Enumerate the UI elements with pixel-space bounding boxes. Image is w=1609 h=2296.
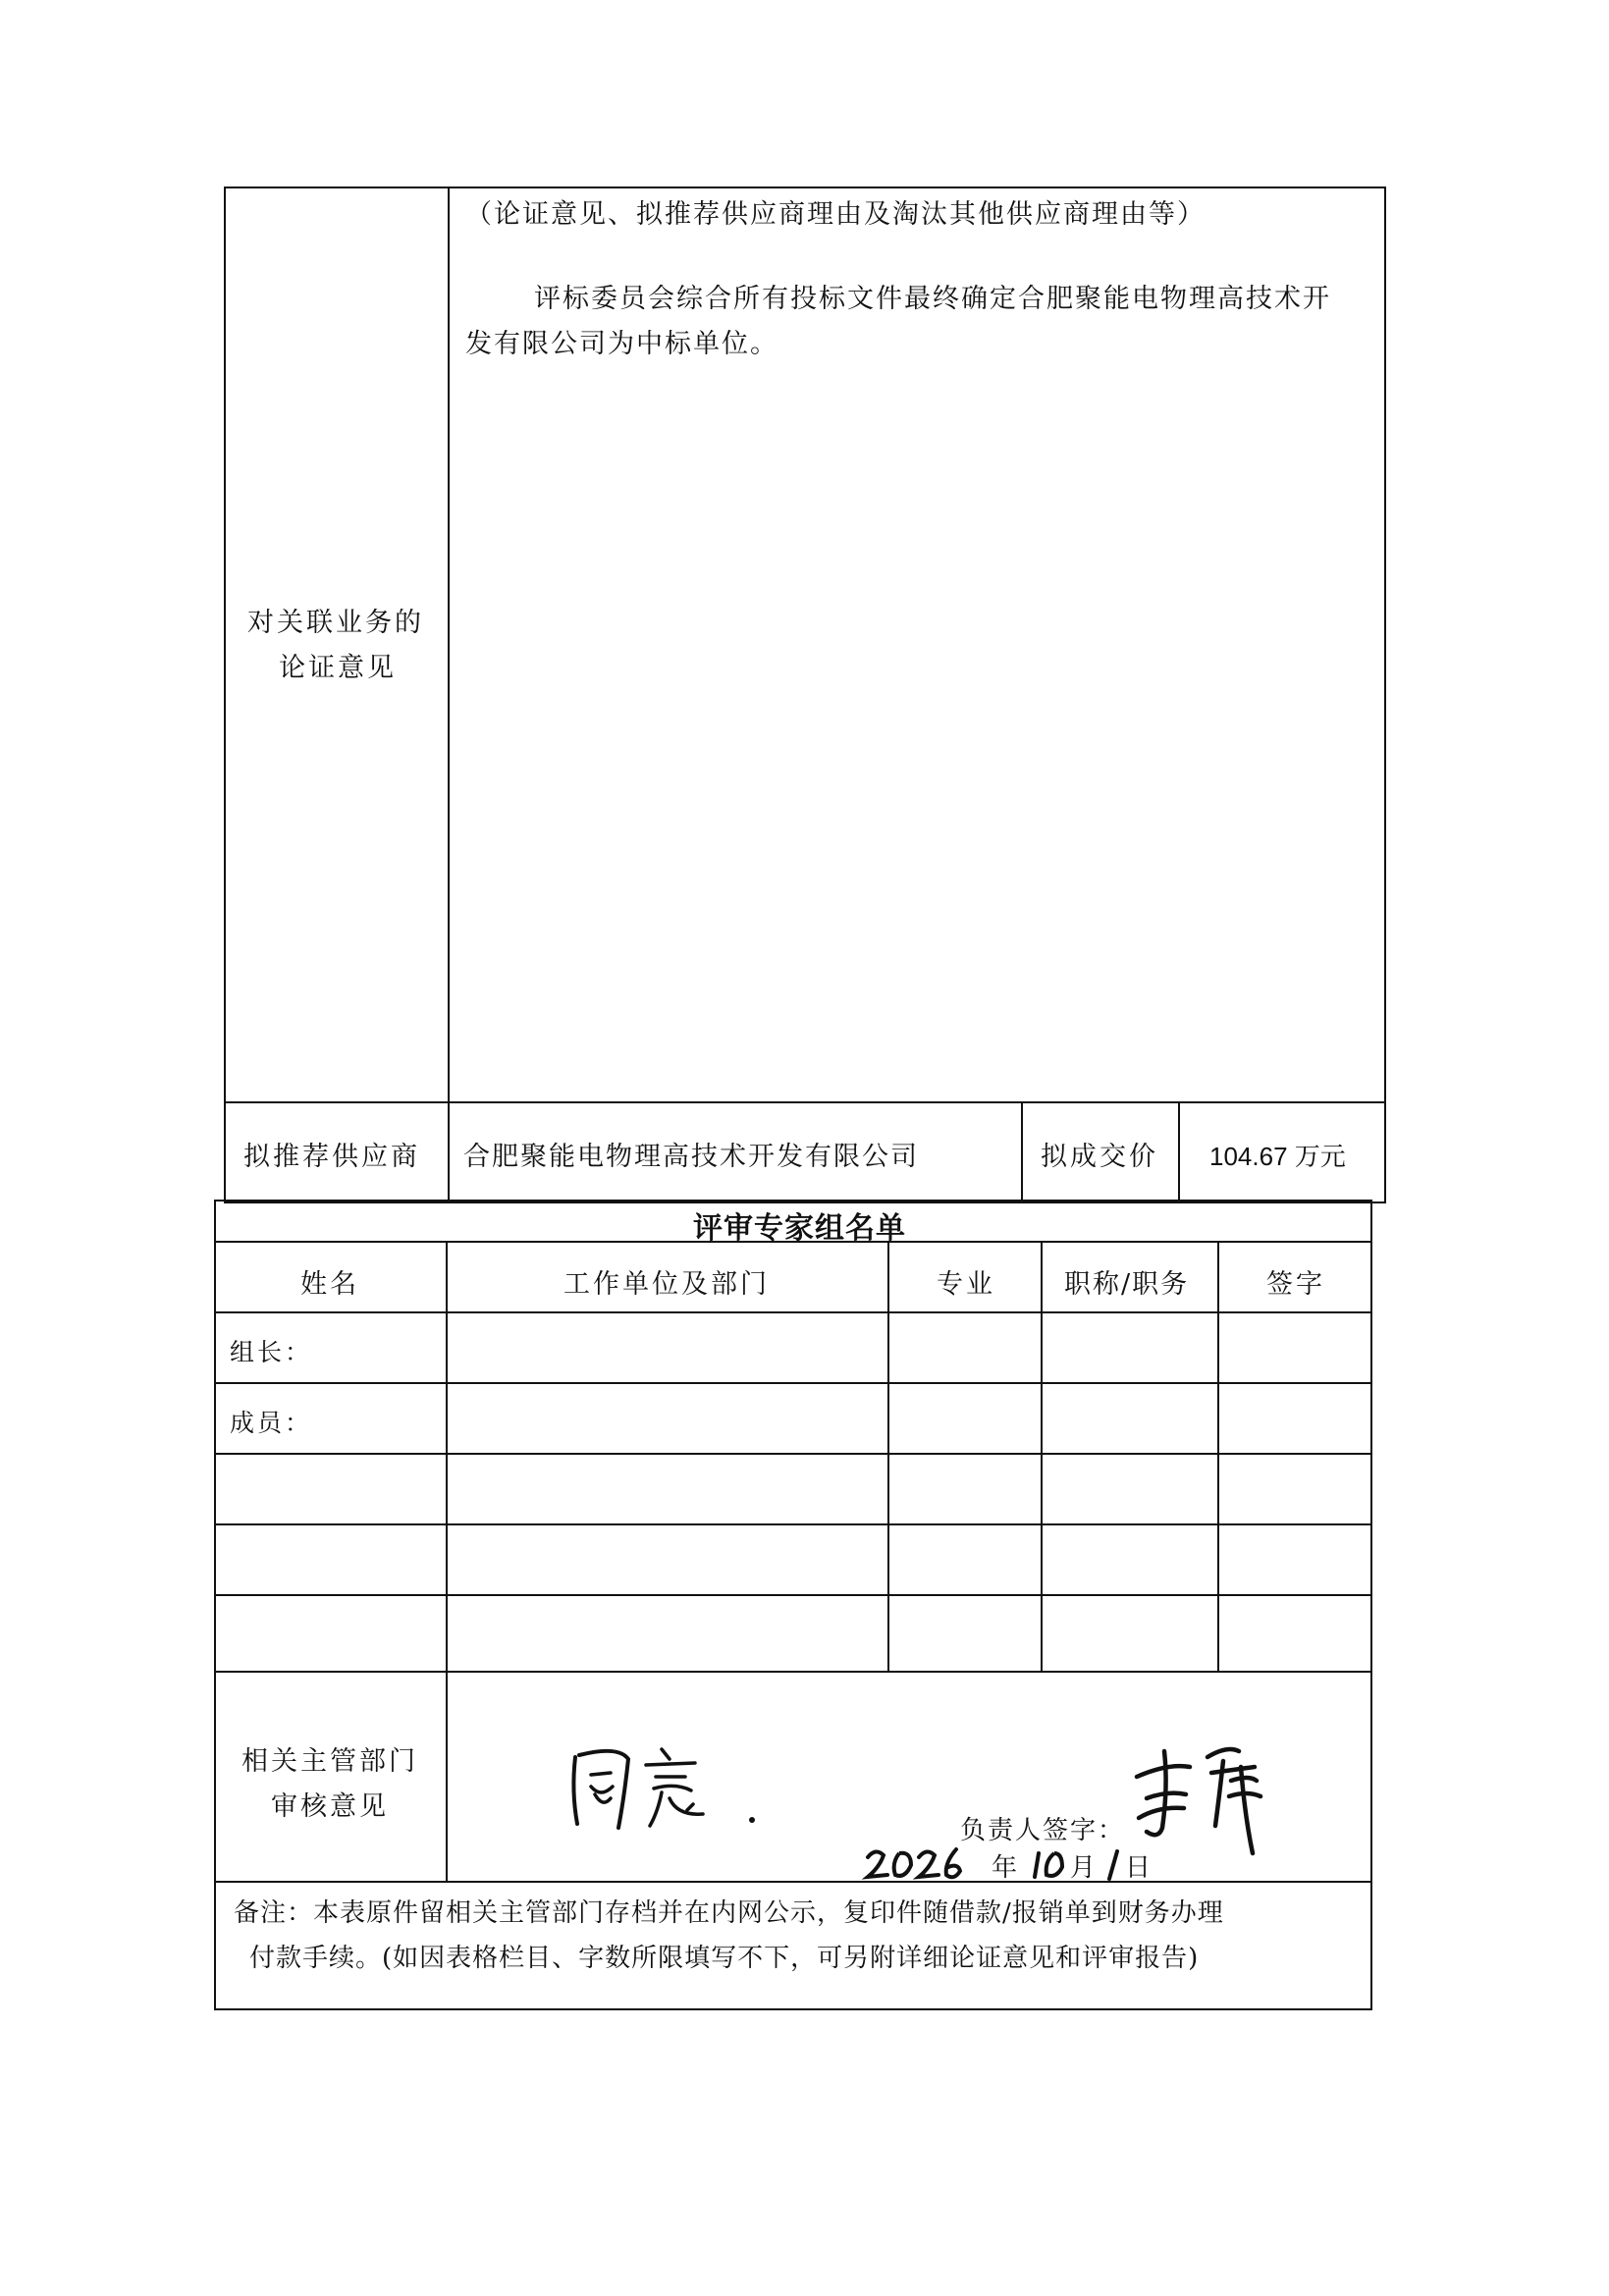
handwritten-date-year bbox=[862, 1845, 970, 1885]
opinion-body-line1: 评标委员会综合所有投标文件最终确定合肥聚能电物理高技术开 bbox=[534, 284, 1331, 314]
remark-line2: 付款手续。(如因表格栏目、字数所限填写不下，可另附详细论证意见和评审报告) bbox=[249, 1944, 1200, 1973]
handwritten-date-month bbox=[1031, 1847, 1070, 1883]
expert-header-bottom-border bbox=[214, 1311, 1372, 1313]
expert-panel-title: 评审专家组名单 bbox=[693, 1211, 906, 1246]
review-label-line2: 审核意见 bbox=[271, 1791, 389, 1822]
price-label: 拟成交价 bbox=[1041, 1142, 1158, 1172]
supplier-row-top-border bbox=[224, 1101, 1386, 1103]
opinion-label-line2: 论证意见 bbox=[279, 653, 397, 683]
supplier-name: 合肥聚能电物理高技术开发有限公司 bbox=[463, 1142, 919, 1172]
header-name: 姓名 bbox=[300, 1269, 359, 1300]
header-title: 职称/职务 bbox=[1064, 1269, 1190, 1300]
opinion-column-divider bbox=[448, 187, 450, 1203]
signer-label: 负责人签字： bbox=[960, 1816, 1126, 1845]
expert-row4-bottom-border bbox=[214, 1594, 1372, 1596]
expert-col1-divider bbox=[446, 1241, 448, 1883]
expert-row3-bottom-border bbox=[214, 1523, 1372, 1525]
supplier-price-label-divider bbox=[1021, 1101, 1023, 1203]
supplier-label: 拟推荐供应商 bbox=[243, 1142, 420, 1172]
opinion-table bbox=[224, 187, 1386, 1203]
date-year-char: 年 bbox=[992, 1853, 1018, 1883]
header-unit: 工作单位及部门 bbox=[563, 1269, 770, 1300]
expert-col4-divider bbox=[1217, 1241, 1219, 1673]
handwritten-signature bbox=[1129, 1737, 1276, 1865]
header-signature: 签字 bbox=[1266, 1269, 1325, 1300]
row-leader-label: 组长： bbox=[230, 1338, 313, 1366]
remark-line1: 备注：本表原件留相关主管部门存档并在内网公示，复印件随借款/报销单到财务办理 bbox=[234, 1898, 1224, 1928]
expert-table bbox=[214, 1200, 1372, 2010]
opinion-hint: （论证意见、拟推荐供应商理由及淘汰其他供应商理由等） bbox=[465, 199, 1206, 230]
expert-row2-bottom-border bbox=[214, 1453, 1372, 1455]
expert-col3-divider bbox=[1041, 1241, 1043, 1673]
expert-col2-divider bbox=[887, 1241, 889, 1673]
supplier-price-value-divider bbox=[1178, 1101, 1180, 1203]
expert-row1-bottom-border bbox=[214, 1382, 1372, 1384]
row-member-label: 成员： bbox=[230, 1409, 313, 1437]
date-day-char: 日 bbox=[1125, 1853, 1152, 1883]
date-month-char: 月 bbox=[1070, 1853, 1097, 1883]
handwritten-date-day bbox=[1103, 1847, 1123, 1883]
opinion-label-line1: 对关联业务的 bbox=[247, 608, 424, 638]
opinion-body-line2: 发有限公司为中标单位。 bbox=[465, 329, 778, 359]
price-value: 104.67 万元 bbox=[1209, 1142, 1346, 1171]
review-label-line1: 相关主管部门 bbox=[241, 1746, 418, 1777]
handwritten-approval-mark bbox=[560, 1737, 795, 1836]
review-section-bottom-border bbox=[214, 1881, 1372, 1883]
expert-row5-bottom-border bbox=[214, 1671, 1372, 1673]
header-specialty: 专业 bbox=[937, 1269, 995, 1300]
